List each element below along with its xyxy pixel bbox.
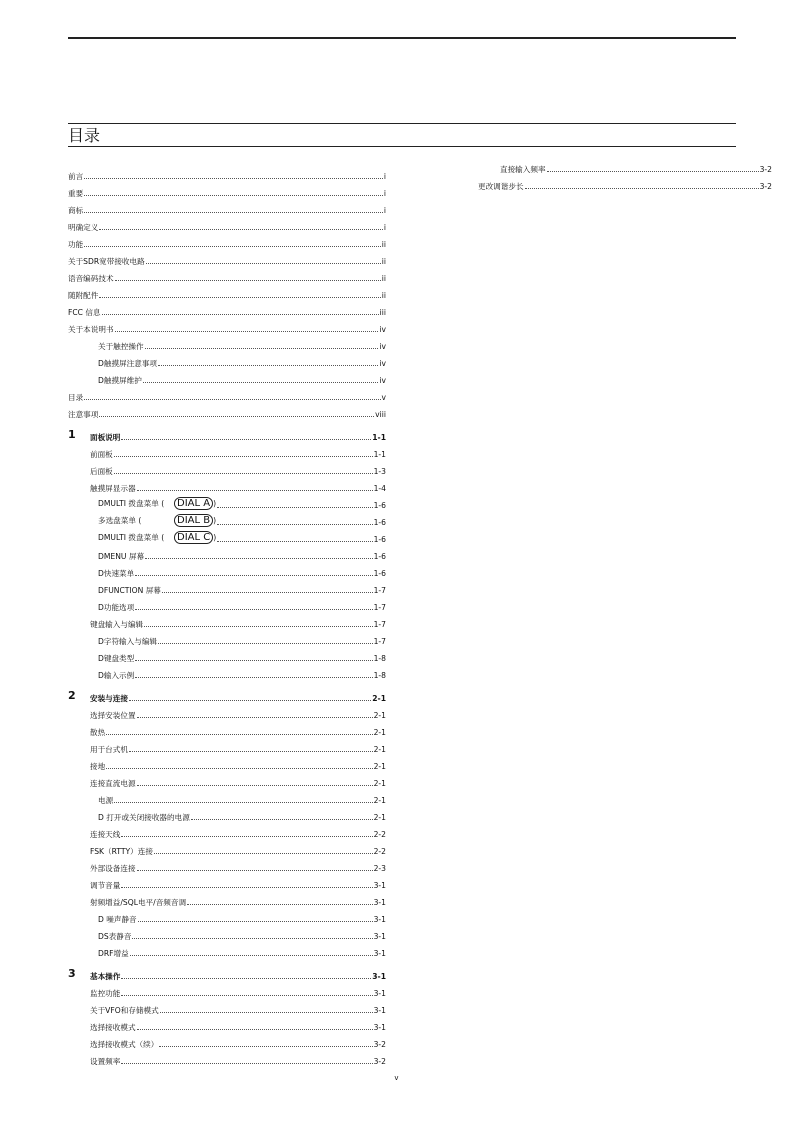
dial-badge: DIAL A [174,497,213,510]
toc-entry[interactable] [68,1032,386,1049]
toc-page-number: 1-8 [373,654,386,663]
toc-entry[interactable] [68,822,386,839]
dot-leader [114,473,373,474]
toc-entry-label: 外部设备连接 [90,864,136,873]
toc-entry-suffix: ) [213,516,217,525]
toc-entry-label: 选择接收模式 [90,1023,136,1032]
toc-page-number: 2-1 [373,711,386,720]
toc-entry-text: DMULTI 拨盘菜单 ( [98,499,165,508]
dot-leader [121,439,371,440]
dot-leader [217,507,373,508]
dot-leader [121,995,372,996]
toc-entry-label: 选择接收模式（续） [90,1040,159,1049]
toc-entry-label: 直接输入频率 [500,165,546,174]
toc-entry-label: 更改调谐步长 [478,182,524,191]
toc-page-number: iv [379,376,386,385]
toc-entry[interactable] [68,402,386,419]
dot-leader [106,768,372,769]
dot-leader [525,188,759,189]
toc-page-number: 3-1 [372,972,386,981]
toc-entry-label: 用于台式机 [90,745,128,754]
toc-entry-label: 连接直流电源 [90,779,136,788]
toc-entry[interactable] [68,181,386,198]
toc-entry-label: 选择安装位置 [90,711,136,720]
toc-entry[interactable] [68,873,386,890]
dot-leader [106,734,372,735]
toc-page-number: 1-6 [373,569,386,578]
toc-page-number: iv [379,325,386,334]
dot-leader [121,1063,372,1064]
toc-entry-label: D键盘类型 [98,654,135,663]
toc-entry[interactable] [68,442,386,459]
toc-entry[interactable] [68,351,386,368]
dot-leader [84,195,383,196]
toc-page-number: 2-3 [373,864,386,873]
toc-entry-text: 多选盘菜单 ( [98,516,142,525]
toc-entry-suffix: ) [213,533,217,542]
toc-entry[interactable] [68,317,386,334]
toc-chapter-entry[interactable] [68,686,386,703]
dot-leader [129,751,373,752]
toc-entry[interactable] [68,1015,386,1032]
toc-entry-label: 关于触控操作 [98,342,144,351]
toc-entry[interactable] [68,981,386,998]
toc-entry-label: 关于VFO和存储模式 [90,1006,159,1015]
toc-entry[interactable] [68,215,386,232]
chapter-number: 1 [68,428,76,441]
toc-page-number: 3-1 [373,915,386,924]
dot-leader [145,348,379,349]
header-rule [68,37,736,39]
toc-page-number: 1-7 [373,637,386,646]
dot-leader [99,297,380,298]
toc-page-number: 2-1 [373,779,386,788]
toc-entry[interactable] [68,476,386,493]
dot-leader [138,921,373,922]
toc-entry-label: 注意事项 [68,410,99,419]
toc-entry[interactable] [68,612,386,629]
toc-entry[interactable] [68,788,386,805]
toc-entry-label: 设置频率 [90,1057,121,1066]
toc-entry[interactable] [68,629,386,646]
dot-leader [84,178,383,179]
dot-leader [102,314,379,315]
dot-leader [121,978,371,979]
page-number: v [394,1074,399,1082]
dot-leader [137,490,373,491]
dot-leader [143,382,379,383]
toc-left-column [68,164,386,1066]
toc-page-number: 3-1 [373,949,386,958]
toc-entry[interactable] [68,334,386,351]
toc-entry[interactable] [68,527,386,544]
toc-entry[interactable] [478,157,772,174]
toc-page-number: 3-1 [373,989,386,998]
page-title: 目录 [68,126,101,145]
dot-leader [114,456,373,457]
dot-leader [137,717,373,718]
toc-entry-label: 明确定义 [68,223,99,232]
title-rule-bottom [68,146,736,147]
toc-entry-label: D输入示例 [98,671,135,680]
dot-leader [191,819,373,820]
toc-page-number: 2-1 [372,694,386,703]
title-rule-top [68,123,736,124]
toc-page-number: i [383,172,386,181]
chapter-number: 2 [68,689,76,702]
dot-leader [84,212,383,213]
toc-entry-label: 键盘输入与编辑 [90,620,144,629]
toc-chapter-entry[interactable] [68,425,386,442]
toc-page-number: iv [379,342,386,351]
toc-page-number: 2-1 [373,813,386,822]
dot-leader [132,938,372,939]
dot-leader [121,836,372,837]
toc-chapter-entry[interactable] [68,964,386,981]
toc-page-number: 3-1 [373,1023,386,1032]
toc-entry-label: 功能 [68,240,84,249]
dot-leader [135,609,372,610]
toc-page-number: 1-6 [373,535,386,544]
toc-page-number: ii [381,274,386,283]
dot-leader [114,802,372,803]
toc-page-number: 1-1 [373,450,386,459]
toc-entry[interactable] [68,998,386,1015]
dot-leader [99,229,383,230]
toc-page-number: 1-8 [373,671,386,680]
dot-leader [135,575,372,576]
toc-page-number: ii [381,240,386,249]
toc-entry[interactable] [68,856,386,873]
toc-entry-label: 连接天线 [90,830,121,839]
toc-entry-label: 后面板 [90,467,113,476]
toc-entry[interactable] [68,737,386,754]
toc-entry[interactable] [68,595,386,612]
toc-page-number: 1-7 [373,586,386,595]
dot-leader [154,853,373,854]
toc-entry-label: 面板说明 [90,433,121,442]
dot-leader [137,1029,373,1030]
toc-page-number: i [383,223,386,232]
toc-entry-label [98,531,216,544]
dot-leader [162,592,373,593]
toc-page-number: 1-6 [373,552,386,561]
toc-page-number: 2-2 [373,847,386,856]
toc-entry-label: DS表静音 [98,932,132,941]
toc-entry-label: FSK（RTTY）连接 [90,847,153,856]
toc-page-number: 3-2 [373,1057,386,1066]
toc-entry[interactable] [68,164,386,181]
toc-entry-label: 电源 [98,796,114,805]
toc-page-number: iii [379,308,386,317]
toc-entry-label: 重要 [68,189,84,198]
toc-entry-label: 散热 [90,728,106,737]
toc-entry[interactable] [68,493,386,510]
toc-entry[interactable] [68,663,386,680]
toc-entry[interactable] [68,839,386,856]
toc-entry-suffix: ) [213,499,217,508]
toc-entry-label: 随附配件 [68,291,99,300]
toc-entry[interactable] [68,754,386,771]
dot-leader [137,870,373,871]
toc-entry-label: 前言 [68,172,84,181]
dot-leader [159,1046,372,1047]
toc-entry[interactable] [68,283,386,300]
toc-entry-label: 监控功能 [90,989,121,998]
toc-entry-label: D 噪声静音 [98,915,137,924]
toc-page-number: v [381,393,386,402]
toc-page-number: 2-1 [373,745,386,754]
toc-entry-label: DRF增益 [98,949,129,958]
toc-page-number: 1-4 [373,484,386,493]
toc-entry-text: DMULTI 拨盘菜单 ( [98,533,165,542]
toc-page-number: 1-7 [373,603,386,612]
toc-page-number: 3-2 [373,1040,386,1049]
dot-leader [158,643,373,644]
toc-entry[interactable] [68,266,386,283]
toc-entry-label: 基本操作 [90,972,121,981]
toc-entry-label: 前面板 [90,450,113,459]
toc-entry[interactable] [68,300,386,317]
toc-entry-label: DFUNCTION 屏幕 [98,586,161,595]
toc-page-number: iv [379,359,386,368]
toc-entry-label: D快速菜单 [98,569,135,578]
toc-page-number: 1-6 [373,518,386,527]
toc-entry[interactable] [68,907,386,924]
toc-entry-label: D 打开或关闭接收器的电源 [98,813,190,822]
toc-page-number: viii [375,410,386,419]
toc-right-column [478,157,772,191]
toc-entry-label: 商标 [68,206,84,215]
dial-badge: DIAL C [174,531,213,544]
dial-badge: DIAL B [174,514,213,527]
toc-entry[interactable] [68,805,386,822]
toc-entry[interactable] [68,510,386,527]
dot-leader [158,365,378,366]
toc-page-number: 2-2 [373,830,386,839]
toc-page-number: 2-1 [373,796,386,805]
dot-leader [187,904,373,905]
toc-entry[interactable] [68,232,386,249]
dot-leader [129,700,371,701]
toc-entry-label [98,497,216,510]
toc-page-number: i [383,189,386,198]
toc-page-number: 3-2 [759,182,772,191]
dot-leader [135,677,372,678]
toc-entry[interactable] [68,368,386,385]
toc-entry-label: 接地 [90,762,106,771]
toc-page-number: ii [381,291,386,300]
toc-entry-label: 射频增益/SQL电平/音频音调 [90,898,187,907]
toc-entry[interactable] [68,720,386,737]
toc-entry-label: 触摸屏显示器 [90,484,136,493]
dot-leader [121,887,372,888]
dot-leader [146,263,381,264]
toc-entry[interactable] [68,1049,386,1066]
dot-leader [547,171,759,172]
toc-entry-label: 安装与连接 [90,694,128,703]
toc-entry[interactable] [478,174,772,191]
toc-page-number: 1-6 [373,501,386,510]
toc-entry[interactable] [68,249,386,266]
chapter-number: 3 [68,967,76,980]
toc-entry-label: 关于SDR宽带接收电路 [68,257,145,266]
dot-leader [84,246,381,247]
toc-entry[interactable] [68,578,386,595]
toc-entry-label: 关于本说明书 [68,325,114,334]
dot-leader [115,331,379,332]
toc-page-number: 1-3 [373,467,386,476]
toc-entry-label: 目录 [68,393,84,402]
dot-leader [84,399,380,400]
dot-leader [99,416,374,417]
toc-page-number: 3-1 [373,881,386,890]
toc-entry-label [98,514,216,527]
toc-page-number: 3-1 [373,932,386,941]
dot-leader [135,660,372,661]
toc-entry-label: 调节音量 [90,881,121,890]
toc-entry[interactable] [68,561,386,578]
toc-entry[interactable] [68,646,386,663]
toc-page-number: 1-7 [373,620,386,629]
dot-leader [160,1012,373,1013]
toc-entry[interactable] [68,924,386,941]
toc-entry-label: D字符输入与编辑 [98,637,158,646]
toc-entry[interactable] [68,544,386,561]
toc-entry[interactable] [68,771,386,788]
toc-entry[interactable] [68,941,386,958]
toc-page-number: i [383,206,386,215]
toc-page-number: 2-1 [373,762,386,771]
toc-page-number: 3-2 [759,165,772,174]
toc-entry[interactable] [68,890,386,907]
dot-leader [145,558,373,559]
toc-page-number: 2-1 [373,728,386,737]
toc-entry-label: D功能选项 [98,603,135,612]
toc-page-number: 1-1 [372,433,386,442]
dot-leader [144,626,372,627]
dot-leader [217,541,372,542]
toc-entry-label: D触摸屏注意事项 [98,359,158,368]
toc-entry[interactable] [68,385,386,402]
dot-leader [137,785,373,786]
toc-entry[interactable] [68,459,386,476]
toc-entry[interactable] [68,198,386,215]
dot-leader [115,280,381,281]
toc-entry-label: FCC 信息 [68,308,101,317]
dot-leader [217,524,373,525]
toc-entry[interactable] [68,703,386,720]
toc-page-number: 3-1 [373,898,386,907]
toc-entry-label: DMENU 屏幕 [98,552,145,561]
dot-leader [130,955,373,956]
toc-page-number: ii [381,257,386,266]
toc-entry-label: 语音编码技术 [68,274,114,283]
toc-entry-label: D触摸屏维护 [98,376,142,385]
toc-page-number: 3-1 [373,1006,386,1015]
